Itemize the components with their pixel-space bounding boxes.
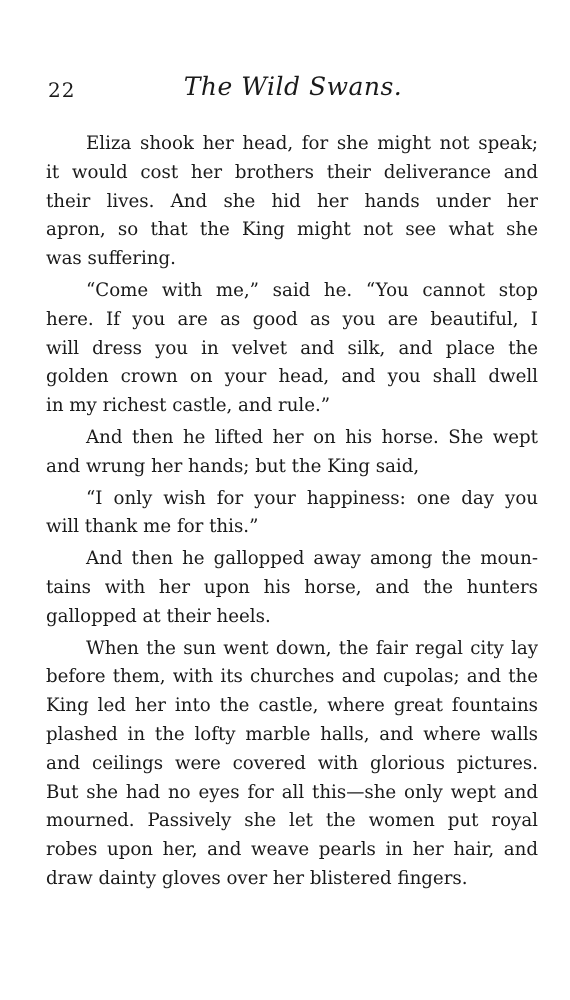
page-header — [48, 72, 538, 106]
text-line: and wrung her hands; but the King said, — [46, 455, 420, 477]
paragraph — [46, 424, 538, 482]
text-line: it would cost her brothers their deliverance and — [46, 161, 538, 183]
text-line: And then he gallopped away among the moun- — [86, 548, 538, 570]
text-line: before them, with its churches and cupolas; and the — [46, 666, 538, 688]
text-line: here. If you are as good as you are beautiful, I — [46, 308, 538, 330]
body-text — [46, 130, 538, 894]
text-line: tains with her upon his horse, and the hunters — [46, 576, 538, 598]
page-number: 22 — [48, 78, 76, 102]
text-line: King led her into the castle, where great fountains — [46, 695, 538, 717]
text-line: robes upon her, and weave pearls in her hair, and — [46, 839, 538, 861]
paragraph — [46, 545, 538, 631]
text-line: When the sun went down, the fair regal city lay — [86, 637, 538, 659]
text-line: mourned. Passively she let the women put royal — [46, 810, 538, 832]
text-line: was suffering. — [46, 248, 176, 270]
running-title: The Wild Swans. — [183, 72, 403, 101]
text-line: gallopped at their heels. — [46, 605, 271, 627]
text-line: draw dainty gloves over her blistered fingers. — [46, 867, 468, 889]
paragraph — [46, 485, 538, 543]
text-line: their lives. And she hid her hands under her — [46, 190, 538, 212]
text-line: in my richest castle, and rule.” — [46, 395, 331, 417]
text-line: apron, so that the King might not see what she — [46, 219, 538, 241]
paragraph — [46, 277, 538, 421]
text-line: golden crown on your head, and you shall dwell — [46, 366, 538, 388]
text-line: “I only wish for your happiness: one day you — [86, 487, 538, 509]
paragraph — [46, 130, 538, 274]
text-line: Eliza shook her head, for she might not speak; — [86, 133, 538, 154]
text-line: But she had no eyes for all this—she only wept and — [46, 781, 538, 803]
text-line: will dress you in velvet and silk, and place the — [46, 337, 538, 359]
text-line: And then he lifted her on his horse. She wept — [86, 426, 538, 448]
text-line: plashed in the lofty marble halls, and where walls — [46, 723, 538, 745]
text-line: and ceilings were covered with glorious pictures. — [46, 752, 538, 774]
text-line: will thank me for this.” — [46, 516, 259, 538]
paragraph — [46, 635, 538, 894]
text-line: “Come with me,” said he. “You cannot stop — [86, 279, 538, 301]
